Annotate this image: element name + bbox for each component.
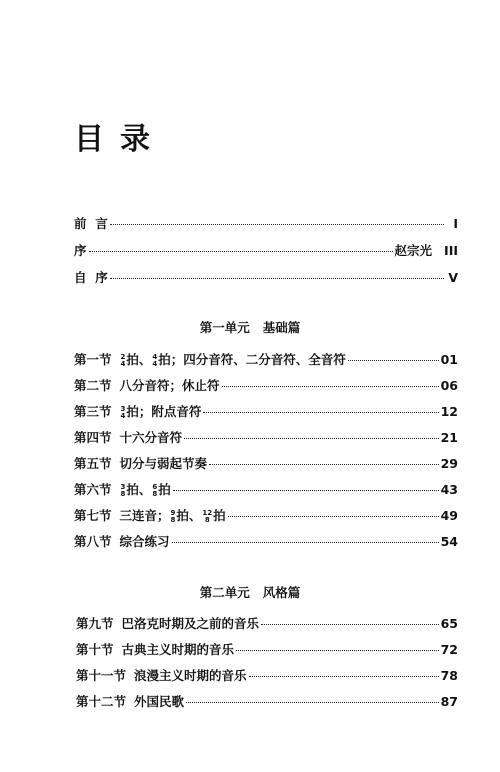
section-title: 综合练习 bbox=[119, 534, 170, 549]
dot-leader bbox=[249, 675, 439, 677]
section-title: 三连音； 9 8 拍、 12 8 拍 bbox=[119, 508, 226, 524]
dot-leader bbox=[222, 385, 439, 387]
section-number: 第十一节 bbox=[76, 668, 127, 683]
toc-row bbox=[76, 614, 458, 632]
time-signature: 6 8 bbox=[152, 483, 158, 498]
toc-label: 序 bbox=[74, 243, 87, 258]
section-title: 3 8 拍、 6 8 拍 bbox=[120, 482, 171, 498]
section-title: 外国民歌 bbox=[134, 694, 185, 709]
time-signature: 12 8 bbox=[202, 509, 213, 524]
page-number: 54 bbox=[440, 534, 458, 549]
section-number: 第九节 bbox=[76, 616, 114, 631]
toc-row bbox=[76, 640, 458, 658]
toc-row bbox=[76, 666, 458, 684]
page-number: 78 bbox=[440, 668, 458, 683]
time-signature: 3 8 bbox=[120, 483, 126, 498]
section-title: 古典主义时期的音乐 bbox=[121, 642, 235, 657]
toc-row bbox=[76, 692, 458, 710]
toc-row bbox=[74, 268, 458, 286]
dot-leader bbox=[110, 277, 444, 279]
page-number: 01 bbox=[440, 352, 458, 367]
dot-leader bbox=[209, 463, 439, 465]
dot-leader bbox=[228, 515, 439, 517]
page-number: 06 bbox=[440, 378, 458, 393]
page-number: 29 bbox=[440, 456, 458, 471]
dot-leader bbox=[89, 250, 393, 252]
toc-author: 赵宗光 bbox=[394, 243, 433, 258]
toc-row bbox=[74, 402, 458, 420]
section-title: 八分音符；休止符 bbox=[119, 378, 220, 393]
section-number: 第二节 bbox=[74, 378, 112, 393]
toc-row bbox=[74, 506, 458, 524]
time-signature: 9 8 bbox=[170, 509, 176, 524]
page-number: 72 bbox=[440, 642, 458, 657]
dot-leader bbox=[261, 623, 439, 625]
dot-leader bbox=[348, 359, 439, 361]
page-number: V bbox=[448, 270, 458, 285]
dot-leader bbox=[184, 437, 439, 439]
section-title: 巴洛克时期及之前的音乐 bbox=[121, 616, 260, 631]
dot-leader bbox=[110, 223, 444, 225]
section-number: 第一节 bbox=[74, 352, 112, 367]
toc-row bbox=[74, 350, 458, 368]
toc-row bbox=[74, 454, 458, 472]
toc-row bbox=[74, 428, 458, 446]
page-number: III bbox=[444, 243, 458, 258]
section-number: 第十二节 bbox=[76, 694, 127, 709]
page-number: 65 bbox=[440, 616, 458, 631]
section-title: 浪漫主义时期的音乐 bbox=[134, 668, 247, 683]
unit-heading: 第一单元 基础篇 bbox=[199, 320, 301, 335]
toc-row bbox=[74, 376, 458, 394]
page-number: I bbox=[453, 216, 458, 231]
toc-row bbox=[74, 241, 458, 259]
page-number: 21 bbox=[440, 430, 458, 445]
time-signature: 4 4 bbox=[152, 353, 158, 368]
dot-leader bbox=[186, 701, 439, 703]
unit-heading: 第二单元 风格篇 bbox=[199, 585, 301, 600]
section-number: 第八节 bbox=[74, 534, 112, 549]
toc-label: 自 序 bbox=[74, 270, 108, 285]
section-title: 切分与弱起节奏 bbox=[119, 456, 208, 471]
section-title: 3 4 拍；附点音符 bbox=[120, 404, 202, 420]
section-number: 第四节 bbox=[74, 430, 112, 445]
toc-label: 前 言 bbox=[74, 216, 108, 231]
section-title: 十六分音符 bbox=[119, 430, 183, 445]
section-number: 第七节 bbox=[74, 508, 112, 523]
time-signature: 3 4 bbox=[120, 405, 126, 420]
page-number: 87 bbox=[440, 694, 458, 709]
section-title: 2 4 拍、 4 4 拍；四分音符、二分音符、全音符 bbox=[120, 352, 346, 368]
page-number: 12 bbox=[440, 404, 458, 419]
dot-leader bbox=[203, 411, 438, 413]
dot-leader bbox=[172, 541, 439, 543]
section-number: 第五节 bbox=[74, 456, 112, 471]
toc-row bbox=[74, 214, 458, 232]
dot-leader bbox=[173, 489, 439, 491]
section-number: 第十节 bbox=[76, 642, 114, 657]
section-number: 第三节 bbox=[74, 404, 112, 419]
page-number: 49 bbox=[440, 508, 458, 523]
page-number: 43 bbox=[440, 482, 458, 497]
toc-row bbox=[74, 532, 458, 550]
page-title: 目录 bbox=[74, 122, 166, 157]
toc-row bbox=[74, 480, 458, 498]
dot-leader bbox=[236, 649, 439, 651]
time-signature: 2 4 bbox=[120, 353, 126, 368]
section-number: 第六节 bbox=[74, 482, 112, 497]
